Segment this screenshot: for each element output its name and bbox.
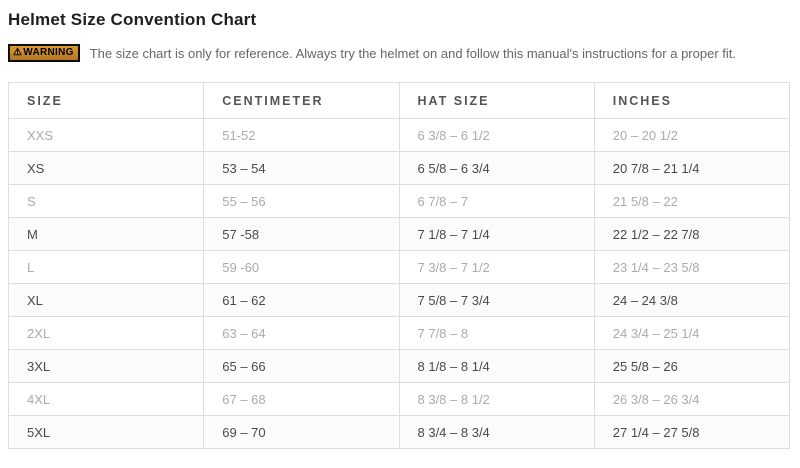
table-row (9, 317, 790, 350)
column-header: INCHES (594, 83, 789, 119)
table-row (9, 251, 790, 284)
table-cell: 24 – 24 3/8 (594, 284, 789, 317)
table-row (9, 383, 790, 416)
table-cell: 57 -58 (204, 218, 399, 251)
table-cell: 61 – 62 (204, 284, 399, 317)
table-cell: 53 – 54 (204, 152, 399, 185)
table-cell: 6 7/8 – 7 (399, 185, 594, 218)
table-cell: 8 1/8 – 8 1/4 (399, 350, 594, 383)
table-cell: 26 3/8 – 26 3/4 (594, 383, 789, 416)
table-cell: 59 -60 (204, 251, 399, 284)
table-cell: 69 – 70 (204, 416, 399, 449)
table-cell: L (9, 251, 204, 284)
table-cell: 51-52 (204, 119, 399, 152)
table-row (9, 350, 790, 383)
warning-badge-label: WARNING (23, 47, 74, 58)
helmet-size-table (8, 82, 790, 449)
table-cell: 7 3/8 – 7 1/2 (399, 251, 594, 284)
table-cell: XXS (9, 119, 204, 152)
table-cell: 24 3/4 – 25 1/4 (594, 317, 789, 350)
table-cell: 67 – 68 (204, 383, 399, 416)
table-cell: 7 1/8 – 7 1/4 (399, 218, 594, 251)
table-cell: 6 3/8 – 6 1/2 (399, 119, 594, 152)
size-table-header (9, 83, 790, 119)
table-row (9, 416, 790, 449)
table-cell: 20 7/8 – 21 1/4 (594, 152, 789, 185)
table-cell: XS (9, 152, 204, 185)
warning-line (8, 44, 792, 62)
table-cell: XL (9, 284, 204, 317)
column-header: CENTIMETER (204, 83, 399, 119)
table-cell: 21 5/8 – 22 (594, 185, 789, 218)
page-title: Helmet Size Convention Chart (8, 10, 257, 29)
size-table-body (9, 119, 790, 449)
table-row (9, 119, 790, 152)
warning-text: The size chart is only for reference. Always try the helmet on and follow this manual's instructions for a proper fit. (89, 45, 736, 61)
table-cell: 27 1/4 – 27 5/8 (594, 416, 789, 449)
table-cell: M (9, 218, 204, 251)
table-cell: 3XL (9, 350, 204, 383)
table-cell: 8 3/8 – 8 1/2 (399, 383, 594, 416)
table-cell: 7 5/8 – 7 3/4 (399, 284, 594, 317)
table-cell: S (9, 185, 204, 218)
table-cell: 2XL (9, 317, 204, 350)
table-cell: 23 1/4 – 23 5/8 (594, 251, 789, 284)
table-row (9, 284, 790, 317)
table-cell: 55 – 56 (204, 185, 399, 218)
table-row (9, 152, 790, 185)
table-cell: 8 3/4 – 8 3/4 (399, 416, 594, 449)
table-cell: 63 – 64 (204, 317, 399, 350)
warning-icon: ⚠ (13, 47, 23, 58)
warning-badge (8, 44, 80, 62)
table-cell: 22 1/2 – 22 7/8 (594, 218, 789, 251)
table-cell: 4XL (9, 383, 204, 416)
header-row (9, 83, 790, 119)
column-header: SIZE (9, 83, 204, 119)
table-cell: 5XL (9, 416, 204, 449)
table-cell: 6 5/8 – 6 3/4 (399, 152, 594, 185)
table-row (9, 185, 790, 218)
table-cell: 25 5/8 – 26 (594, 350, 789, 383)
table-cell: 20 – 20 1/2 (594, 119, 789, 152)
table-cell: 7 7/8 – 8 (399, 317, 594, 350)
table-row (9, 218, 790, 251)
column-header: HAT SIZE (399, 83, 594, 119)
table-cell: 65 – 66 (204, 350, 399, 383)
